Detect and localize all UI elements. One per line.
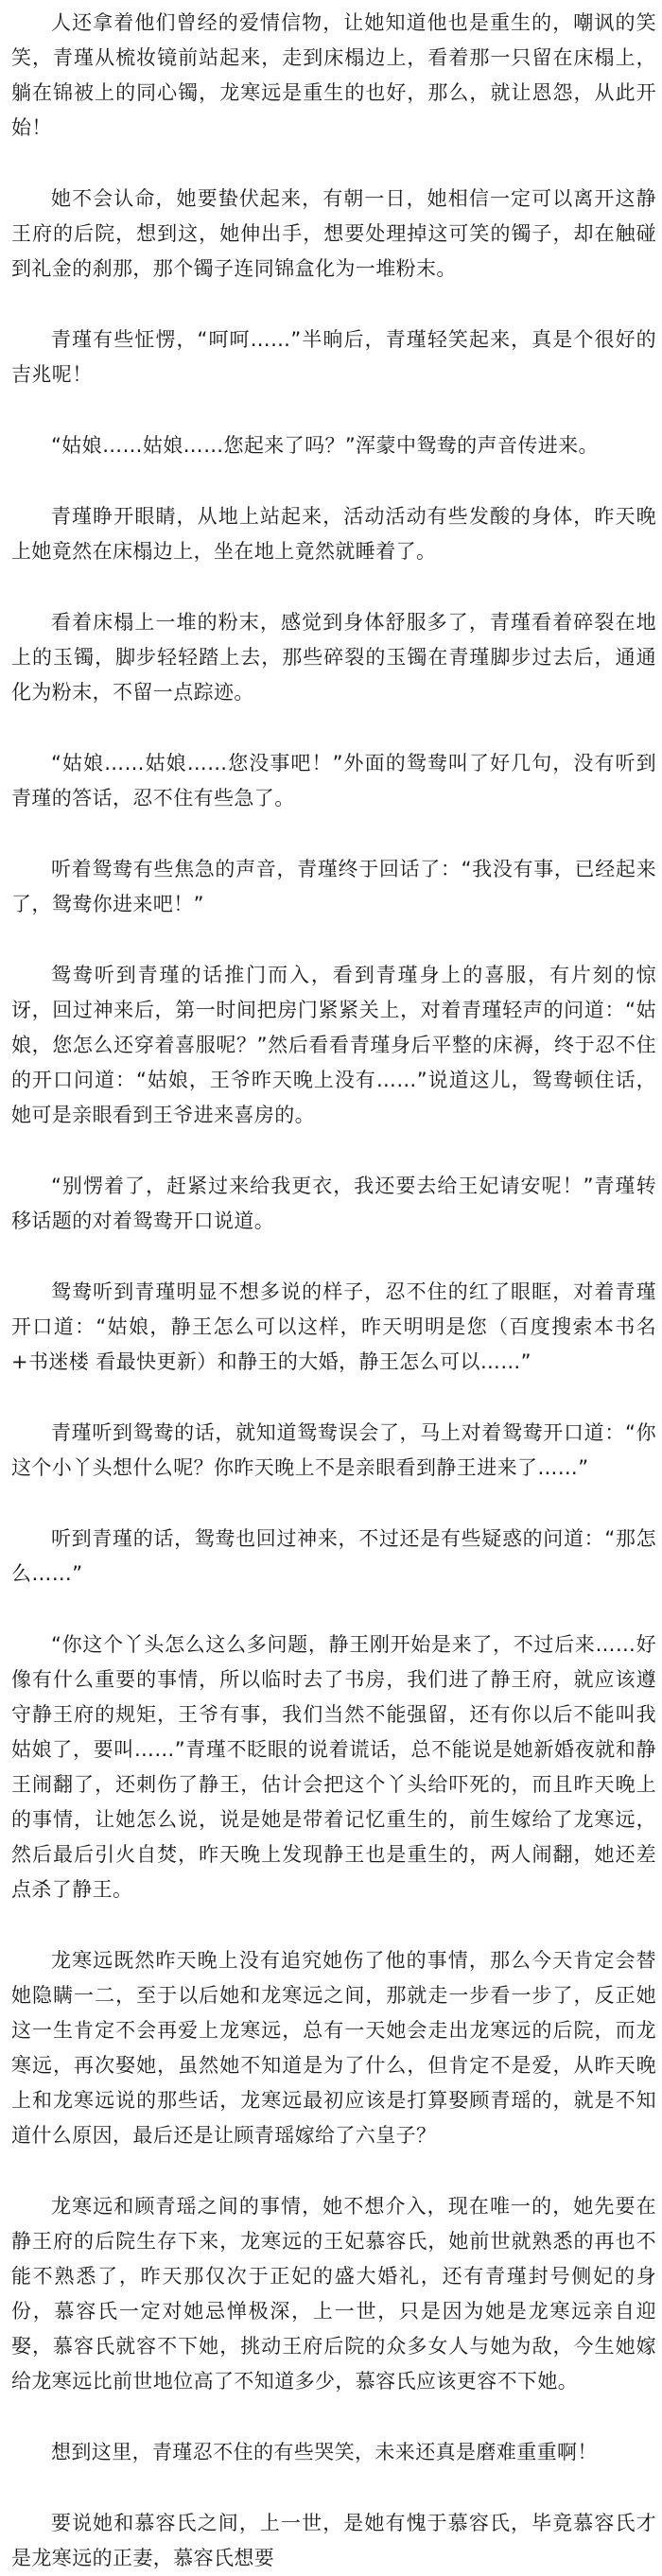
paragraph-15: 龙寒远既然昨天晚上没有追究她伤了他的事情，那么今天肯定会替她隐瞒一二，至于以后她和龙寒远之间，那就走一步看一步了，反正她这一生肯定不会再爱上龙寒远，总有一天她会走出龙寒远的后院，而龙寒远，再次娶她，虽然她不知道是为了什么，但肯定不是爱，从昨天晚上和龙寒远说的那些话，龙寒远最初应该是打算娶顾青瑶的，就是不知道什么原因，最后还是让顾青瑶嫁给了六皇子？ (11, 1949, 656, 2147)
paragraph-1: 人还拿着他们曾经的爱情信物，让她知道他也是重生的，嘲讽的笑笑，青瑾从梳妆镜前站起来，走到床榻边上，看着那一只留在床榻上，躺在锦被上的同心镯，龙寒远是重生的也好，那么，就让恩怨，从此开始！ (11, 11, 656, 139)
paragraph-4: “姑娘……姑娘……您起来了吗？”浑蒙中鸳鸯的声音传进来。 (51, 434, 599, 457)
paragraph-16: 龙寒远和顾青瑶之间的事情，她不想介入，现在唯一的，她先要在静王府的后院生存下来，龙寒远的王妃慕容氏，她前世就熟悉的再也不能不熟悉了，昨天那仅次于正妃的盛大婚礼，还有青瑾封号侧妃的身份，慕容氏一定对她忌惮极深，上一世，只是因为她是龙寒远亲自迎娶，慕容氏就容不下她，挑动王府后院的众多女人与她为敌，今生她嫁给龙寒远比前世地位高了不知道多少，慕容氏应该更容不下她。 (11, 2195, 656, 2393)
paragraph-13: 听到青瑾的话，鸳鸯也回过神来，不过还是有些疑惑的问道：“那怎么……” (11, 1527, 656, 1585)
paragraph-10: “别愣着了，赶紧过来给我更衣，我还要去给王妃请安呢！”青瑾转移话题的对着鸳鸯开口说道。 (11, 1175, 656, 1232)
paragraph-11: 鸳鸯听到青瑾明显不想多说的样子，忍不住的红了眼眶，对着青瑾开口道：“姑娘，静王怎么可以这样，昨天明明是您（百度搜索本书名+书迷楼 看最快更新）和静王的大婚，静王怎么可以……” (11, 1280, 656, 1373)
paragraph-5: 青瑾睁开眼睛，从地上站起来，活动活动有些发酸的身体，昨天晚上她竟然在床榻边上，坐在地上竟然就睡着了。 (11, 505, 656, 563)
paragraph-12: 青瑾听到鸳鸯的话，就知道鸳鸯误会了，马上对着鸳鸯开口道：“你这个小丫头想什么呢？你昨天晚上不是亲眼看到静王进来了……” (11, 1421, 656, 1479)
paragraph-8: 听着鸳鸯有些焦急的声音，青瑾终于回话了：“我没有事，已经起来了，鸳鸯你进来吧！” (11, 858, 656, 915)
paragraph-17: 想到这里，青瑾忍不住的有些哭笑，未来还真是磨难重重啊！ (51, 2441, 598, 2463)
paragraph-6: 看着床榻上一堆的粉末，感觉到身体舒服多了，青瑾看着碎裂在地上的玉镯，脚步轻轻踏上去，那些碎裂的玉镯在青瑾脚步过去后，通通化为粉末，不留一点踪迹。 (11, 611, 656, 704)
paragraph-14: “你这个丫头怎么这么多问题，静王刚开始是来了，不过后来……好像有什么重要的事情，所以临时去了书房，我们进了静王府，就应该遵守静王府的规矩，王爷有事，我们当然不能强留，还有你以后不能叫我姑娘了，要叫……”青瑾不眨眼的说着谎话，总不能说是她新婚夜就和静王闹翻了，还刺伤了静王，估计会把这个丫头给吓死的，而且昨天晚上的事情，让她怎么说，说是她是带着记忆重生的，前生嫁给了龙寒远，然后最后引火自焚，昨天晚上发现静王也是重生的，两人闹翻，她还差点杀了静王。 (11, 1633, 656, 1901)
paragraph-3: 青瑾有些怔愣，“呵呵……”半晌后，青瑾轻笑起来，真是个很好的吉兆呢！ (11, 328, 656, 386)
paragraph-7: “姑娘……姑娘……您没事吧！”外面的鸳鸯叫了好几句，没有听到青瑾的答话，忍不住有些急了。 (11, 752, 656, 809)
paragraph-18: 要说她和慕容氏之间，上一世，是她有愧于慕容氏，毕竟慕容氏才是龙寒远的正妻，慕容氏想要 (11, 2512, 656, 2569)
paragraph-9: 鸳鸯听到青瑾的话推门而入，看到青瑾身上的喜服，有片刻的惊讶，回过神来后，第一时间把房门紧紧关上，对着青瑾轻声的问道：“姑娘，您怎么还穿着喜服呢？”然后看看青瑾身后平整的床褥，终于忍不住的开口问道：“姑娘，王爷昨天晚上没有……”说道这儿，鸳鸯顿住话，她可是亲眼看到王爷进来喜房的。 (11, 964, 656, 1126)
paragraph-2: 她不会认命，她要蛰伏起来，有朝一日，她相信一定可以离开这静王府的后院，想到这，她伸出手，想要处理掉这可笑的镯子，却在触碰到礼金的刹那，那个镯子连同锦盒化为一堆粉末。 (11, 187, 656, 280)
